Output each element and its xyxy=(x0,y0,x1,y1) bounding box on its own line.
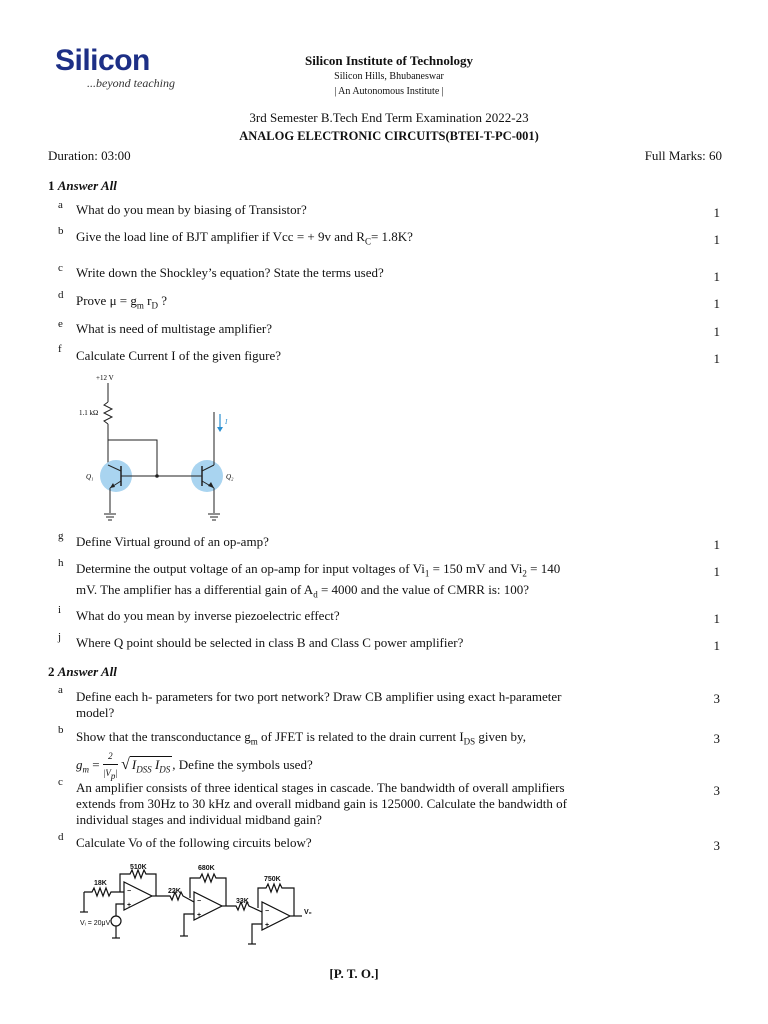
q1j-text: Where Q point should be selected in class B and Class C power amplifier? xyxy=(76,635,464,650)
fig-d-plus-2: + xyxy=(197,912,202,919)
q2b-eq-den-end: | xyxy=(115,768,118,778)
q2b-eq-num: 2 xyxy=(103,748,118,765)
q2b-s1: m xyxy=(250,736,258,747)
q1h-s1: 1 xyxy=(424,568,430,579)
fig-d-plus-3: + xyxy=(265,922,270,929)
sqrt-icon: √ xyxy=(121,755,130,773)
duration: Duration: 03:00 xyxy=(48,148,131,163)
q1a-label: a xyxy=(58,199,63,211)
q2b-p4: , Define the symbols used? xyxy=(172,756,313,772)
fig-d-r1 xyxy=(84,888,124,896)
q1i-label: i xyxy=(58,604,62,616)
fig-d-vout-label: V₀ xyxy=(304,909,312,916)
q1a-text: What do you mean by biasing of Transistor? xyxy=(76,202,307,217)
fig-d-vin-label: Vᵢ = 20μV xyxy=(80,920,111,927)
fig-f-current-arrowhead xyxy=(217,427,223,432)
q1c-label: c xyxy=(58,262,63,274)
q2d-text: Calculate Vo of the following circuits below? xyxy=(76,835,312,850)
q1c-marks: 1 xyxy=(713,269,720,284)
q1f-label: f xyxy=(58,343,62,355)
fig-f-supply-label: +12 V xyxy=(96,374,114,382)
fig-f-q1-label: Q₁ xyxy=(86,473,94,481)
q1j-marks: 1 xyxy=(713,638,720,653)
q1d-marks: 1 xyxy=(713,296,720,311)
fig-d-minus-1: − xyxy=(127,888,132,895)
fig-f-q2-label: Q₂ xyxy=(226,473,234,481)
q2b-eq-root-sub1: DSS xyxy=(136,764,152,775)
q1f-text: Calculate Current I of the given figure? xyxy=(76,348,282,363)
q2c-line3: individual stages and individual midband gain? xyxy=(76,812,322,827)
logo-wordmark: Silicon xyxy=(55,44,150,77)
section-2-number: 2 xyxy=(48,664,55,679)
fig-d-r2 xyxy=(156,892,194,902)
institute-address: Silicon Hills, Bhubaneswar xyxy=(334,71,444,82)
fig-d-plus-1: + xyxy=(127,902,132,909)
q2b-label: b xyxy=(58,724,64,736)
q1a-marks: 1 xyxy=(713,205,720,220)
q2c-line2: extends from 30Hz to 30 kHz and overall midband gain is 125000. Calculate the bandwidth of xyxy=(76,796,567,811)
q1b-marks: 1 xyxy=(713,232,720,247)
q1g-label: g xyxy=(58,530,64,542)
q2b-eq-root-mid: I xyxy=(151,756,160,772)
fig-d-wire xyxy=(116,904,124,916)
section-2-heading xyxy=(48,664,117,680)
q2b-eq-sub: m xyxy=(82,764,89,775)
q1h-label: h xyxy=(58,557,64,569)
section-2-title: Answer All xyxy=(57,664,117,679)
q1e-label: e xyxy=(58,318,63,330)
q1h-p5: = 4000 and the value of CMRR is: 100? xyxy=(317,581,530,597)
q1d-sub2: D xyxy=(151,300,158,311)
fig-f-node xyxy=(155,474,159,478)
q1h-p2: = 150 mV and Vi xyxy=(429,561,523,576)
institute-name: Silicon Institute of Technology xyxy=(305,53,473,68)
fig-d-rf1-label: 510K xyxy=(130,864,147,871)
section-1-title: Answer All xyxy=(57,178,117,193)
q1i-marks: 1 xyxy=(713,611,720,626)
figure-current-mirror xyxy=(76,370,266,525)
q2b-marks: 3 xyxy=(713,731,720,746)
subject-title: ANALOG ELECTRONIC CIRCUITS(BTEI-T-PC-001) xyxy=(239,129,539,143)
exam-title: 3rd Semester B.Tech End Term Examination 2022-23 xyxy=(249,110,529,125)
fig-d-wire xyxy=(184,914,194,936)
q2b-s2: DS xyxy=(463,736,476,747)
q2d-marks: 3 xyxy=(713,838,720,853)
q2c-text xyxy=(76,780,636,828)
fig-d-r2-label: 22K xyxy=(168,888,181,895)
q1d-text-post: ? xyxy=(158,293,168,308)
q2b-eq-root xyxy=(130,756,172,775)
q1g-text: Define Virtual ground of an op-amp? xyxy=(76,534,269,549)
q2b-p2: of JFET is related to the drain current I xyxy=(257,729,464,744)
q2c-marks: 3 xyxy=(713,783,720,798)
q1h-p4: mV. The amplifier has a differential gain of A xyxy=(76,581,314,597)
q2b-eq-den-sub: p xyxy=(110,770,116,781)
q2a-line1: Define each h- parameters for two port network? Draw CB amplifier using exact h-parameter xyxy=(76,689,562,704)
fig-f-resistor xyxy=(104,402,112,424)
page-turn-note: [P. T. O.] xyxy=(329,966,379,981)
q2b-equation: $g_m$ = $\frac{2}{|V_p|}$ √ $I_{DSS}$ $I_{DS}$ , Define the symbols used? xyxy=(76,748,636,784)
q2b-eq-fraction xyxy=(103,748,118,784)
q1e-marks: 1 xyxy=(713,324,720,339)
q2d-label: d xyxy=(58,831,64,843)
q2b-line1 xyxy=(76,729,636,750)
q1j-label: j xyxy=(58,631,62,643)
q1g-marks: 1 xyxy=(713,537,720,552)
q1h-p1: Determine the output voltage of an op-amp for input voltages of Vi xyxy=(76,561,425,576)
full-marks: Full Marks: 60 xyxy=(644,148,722,163)
fig-d-minus-3: − xyxy=(265,908,270,915)
q2a-text xyxy=(76,689,636,721)
q1d-mid: r xyxy=(143,293,152,308)
q1d-label: d xyxy=(58,289,64,301)
q1f-marks: 1 xyxy=(713,351,720,366)
section-1-heading xyxy=(48,178,117,194)
q2a-line2: model? xyxy=(76,705,115,720)
fig-d-r1-label: 18K xyxy=(94,880,107,887)
fig-d-rf3-label: 750K xyxy=(264,876,281,883)
q1b-text-post: = 1.8K? xyxy=(370,229,413,244)
fig-f-resistor-label: 1.1 kΩ xyxy=(79,409,99,417)
q1b-text xyxy=(76,229,636,250)
q2b-eq-den-text: |V xyxy=(102,768,111,778)
logo-tagline: ...beyond teaching xyxy=(87,76,175,90)
q2c-line1: An amplifier consists of three identical stages in cascade. The bandwidth of overall amplifiers xyxy=(76,780,565,795)
fig-d-r3-label: 33K xyxy=(236,898,249,905)
q2b-eq-lhs: g xyxy=(76,756,83,772)
q1b-label: b xyxy=(58,225,64,237)
q1h-s2: 2 xyxy=(522,568,527,579)
fig-d-rf2-label: 680K xyxy=(198,865,215,872)
fig-f-current-label: I xyxy=(225,418,228,426)
q2b-eq-root-sub2: DS xyxy=(159,764,171,775)
figure-cascaded-opamps xyxy=(76,858,326,958)
q1h-marks: 1 xyxy=(713,564,720,579)
q2a-marks: 3 xyxy=(713,691,720,706)
fig-d-source xyxy=(111,916,121,926)
q1i-text: What do you mean by inverse piezoelectric effect? xyxy=(76,608,340,623)
q1h-s3: d xyxy=(313,589,318,600)
q1e-text: What is need of multistage amplifier? xyxy=(76,321,273,336)
fig-d-minus-2: − xyxy=(197,898,202,905)
q1d-sub1: m xyxy=(136,300,144,311)
q1b-text-pre: Give the load line of BJT amplifier if Vcc = + 9v and R xyxy=(76,229,365,244)
q1d-text xyxy=(76,293,636,314)
q2b-p3: given by, xyxy=(475,729,526,744)
q2b-eq-root-i: I xyxy=(131,756,137,772)
q1h-p3: = 140 xyxy=(526,561,561,576)
q1b-sub: C xyxy=(364,236,371,247)
q1c-text: Write down the Shockley’s equation? State the terms used? xyxy=(76,265,384,280)
q1h-text xyxy=(76,561,636,602)
q1d-text-pre: Prove μ = g xyxy=(76,293,137,308)
fig-d-wire xyxy=(252,924,262,944)
q2c-label: c xyxy=(58,776,63,788)
section-1-number: 1 xyxy=(48,178,55,193)
institute-status: | An Autonomous Institute | xyxy=(334,86,444,97)
q2b-p1: Show that the transconductance g xyxy=(76,729,251,744)
q2a-label: a xyxy=(58,684,63,696)
